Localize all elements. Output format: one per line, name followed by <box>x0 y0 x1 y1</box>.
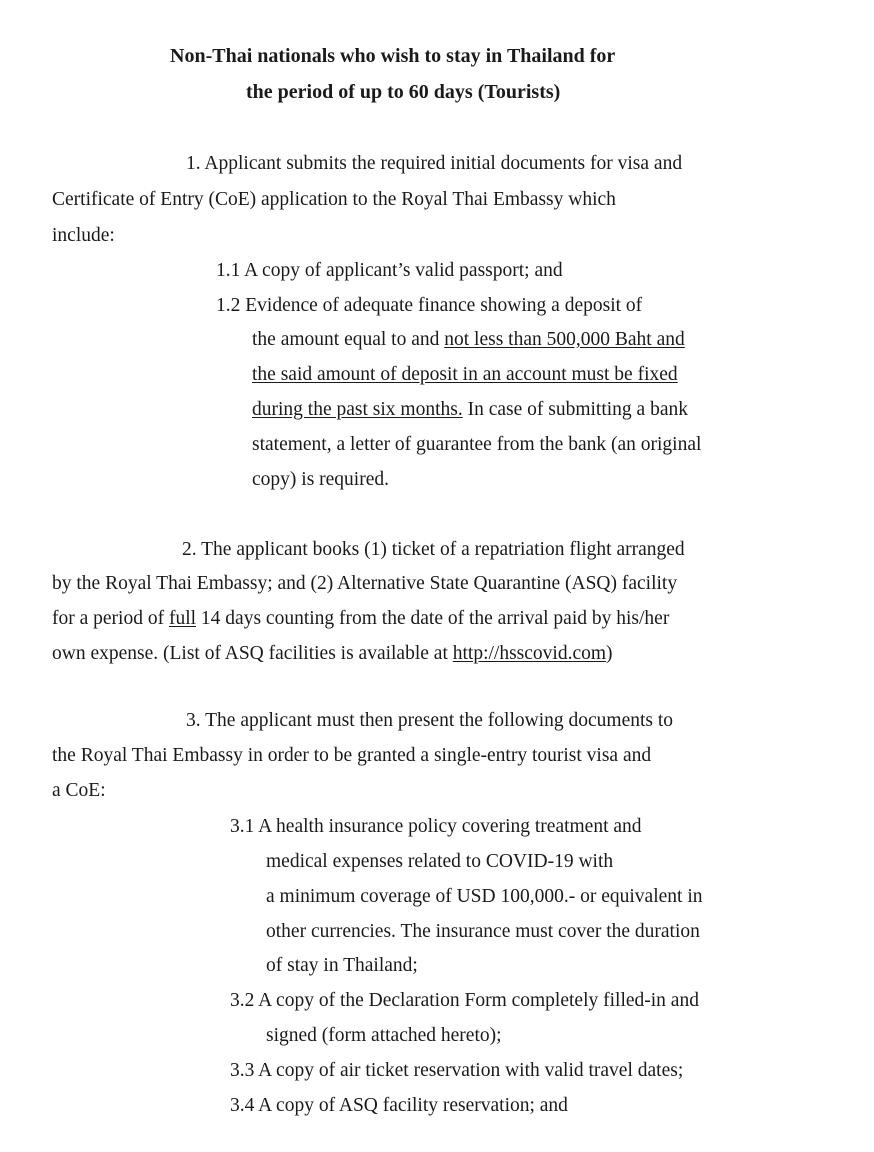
section2-line-3-text-a: for a period of <box>52 608 169 629</box>
section2-line-4 <box>52 642 613 666</box>
item-1-2-line-2-text: the amount equal to and <box>252 329 445 350</box>
item-1-2-line-2 <box>252 328 685 352</box>
title-line-2: the period of up to 60 days (Tourists) <box>246 81 561 103</box>
section1-line-2: Certificate of Entry (CoE) application to the Royal Thai Embassy which <box>52 189 616 210</box>
section3-line-2: the Royal Thai Embassy in order to be granted a single-entry tourist visa and <box>52 745 652 766</box>
section1-line-1: 1. Applicant submits the required initial documents for visa and <box>186 153 683 174</box>
item-1-2-line-1: 1.2 Evidence of adequate finance showing a deposit of <box>216 295 643 316</box>
asq-link[interactable]: http://hsscovid.com <box>452 643 607 664</box>
section3-line-3: a CoE: <box>52 780 106 801</box>
item-1-2-underlined-amount: not less than 500,000 Baht and <box>444 329 685 350</box>
section2-line-2: by the Royal Thai Embassy; and (2) Alternative State Quarantine (ASQ) facility <box>52 573 678 594</box>
section2-line-4-text-a: own expense. (List of ASQ facilities is available at <box>52 643 453 664</box>
item-1-2-line-4 <box>252 398 688 422</box>
item-1-2-line-3 <box>252 363 678 387</box>
section3-line-1: 3. The applicant must then present the following documents to <box>186 710 674 731</box>
item-1-2-line-4-text: In case of submitting a bank <box>462 399 688 420</box>
section1-line-3: include: <box>52 225 115 246</box>
item-3-4: 3.4 A copy of ASQ facility reservation; and <box>230 1095 568 1116</box>
item-3-2-line-2: signed (form attached hereto); <box>266 1025 502 1046</box>
item-1-2-underlined-period: during the past six months. <box>252 399 463 420</box>
section2-line-3 <box>52 607 669 631</box>
item-3-1-line-5: of stay in Thailand; <box>266 955 418 976</box>
item-3-1-line-1: 3.1 A health insurance policy covering treatment and <box>230 816 642 837</box>
section2-line-4-text-b: ) <box>606 643 613 664</box>
item-3-1-line-4: other currencies. The insurance must cover the duration <box>266 921 700 942</box>
section2-line-1: 2. The applicant books (1) ticket of a repatriation flight arranged <box>182 539 685 560</box>
item-1-1: 1.1 A copy of applicant’s valid passport; and <box>216 260 563 281</box>
section2-line-3-text-b: 14 days counting from the date of the arrival paid by his/her <box>196 608 670 629</box>
item-3-3: 3.3 A copy of air ticket reservation with valid travel dates; <box>230 1060 684 1081</box>
item-1-2-line-6: copy) is required. <box>252 469 389 490</box>
title-line-1: Non-Thai nationals who wish to stay in Thailand for <box>170 45 616 67</box>
item-3-1-line-3: a minimum coverage of USD 100,000.- or equivalent in <box>266 886 703 907</box>
item-3-2-line-1: 3.2 A copy of the Declaration Form completely filled-in and <box>230 990 699 1011</box>
item-3-1-line-2: medical expenses related to COVID-19 with <box>266 851 614 872</box>
item-1-2-line-5: statement, a letter of guarantee from the bank (an original <box>252 434 702 455</box>
section2-underlined-full: full <box>168 608 197 629</box>
item-1-2-underlined-deposit: the said amount of deposit in an account must be fixed <box>252 364 678 385</box>
